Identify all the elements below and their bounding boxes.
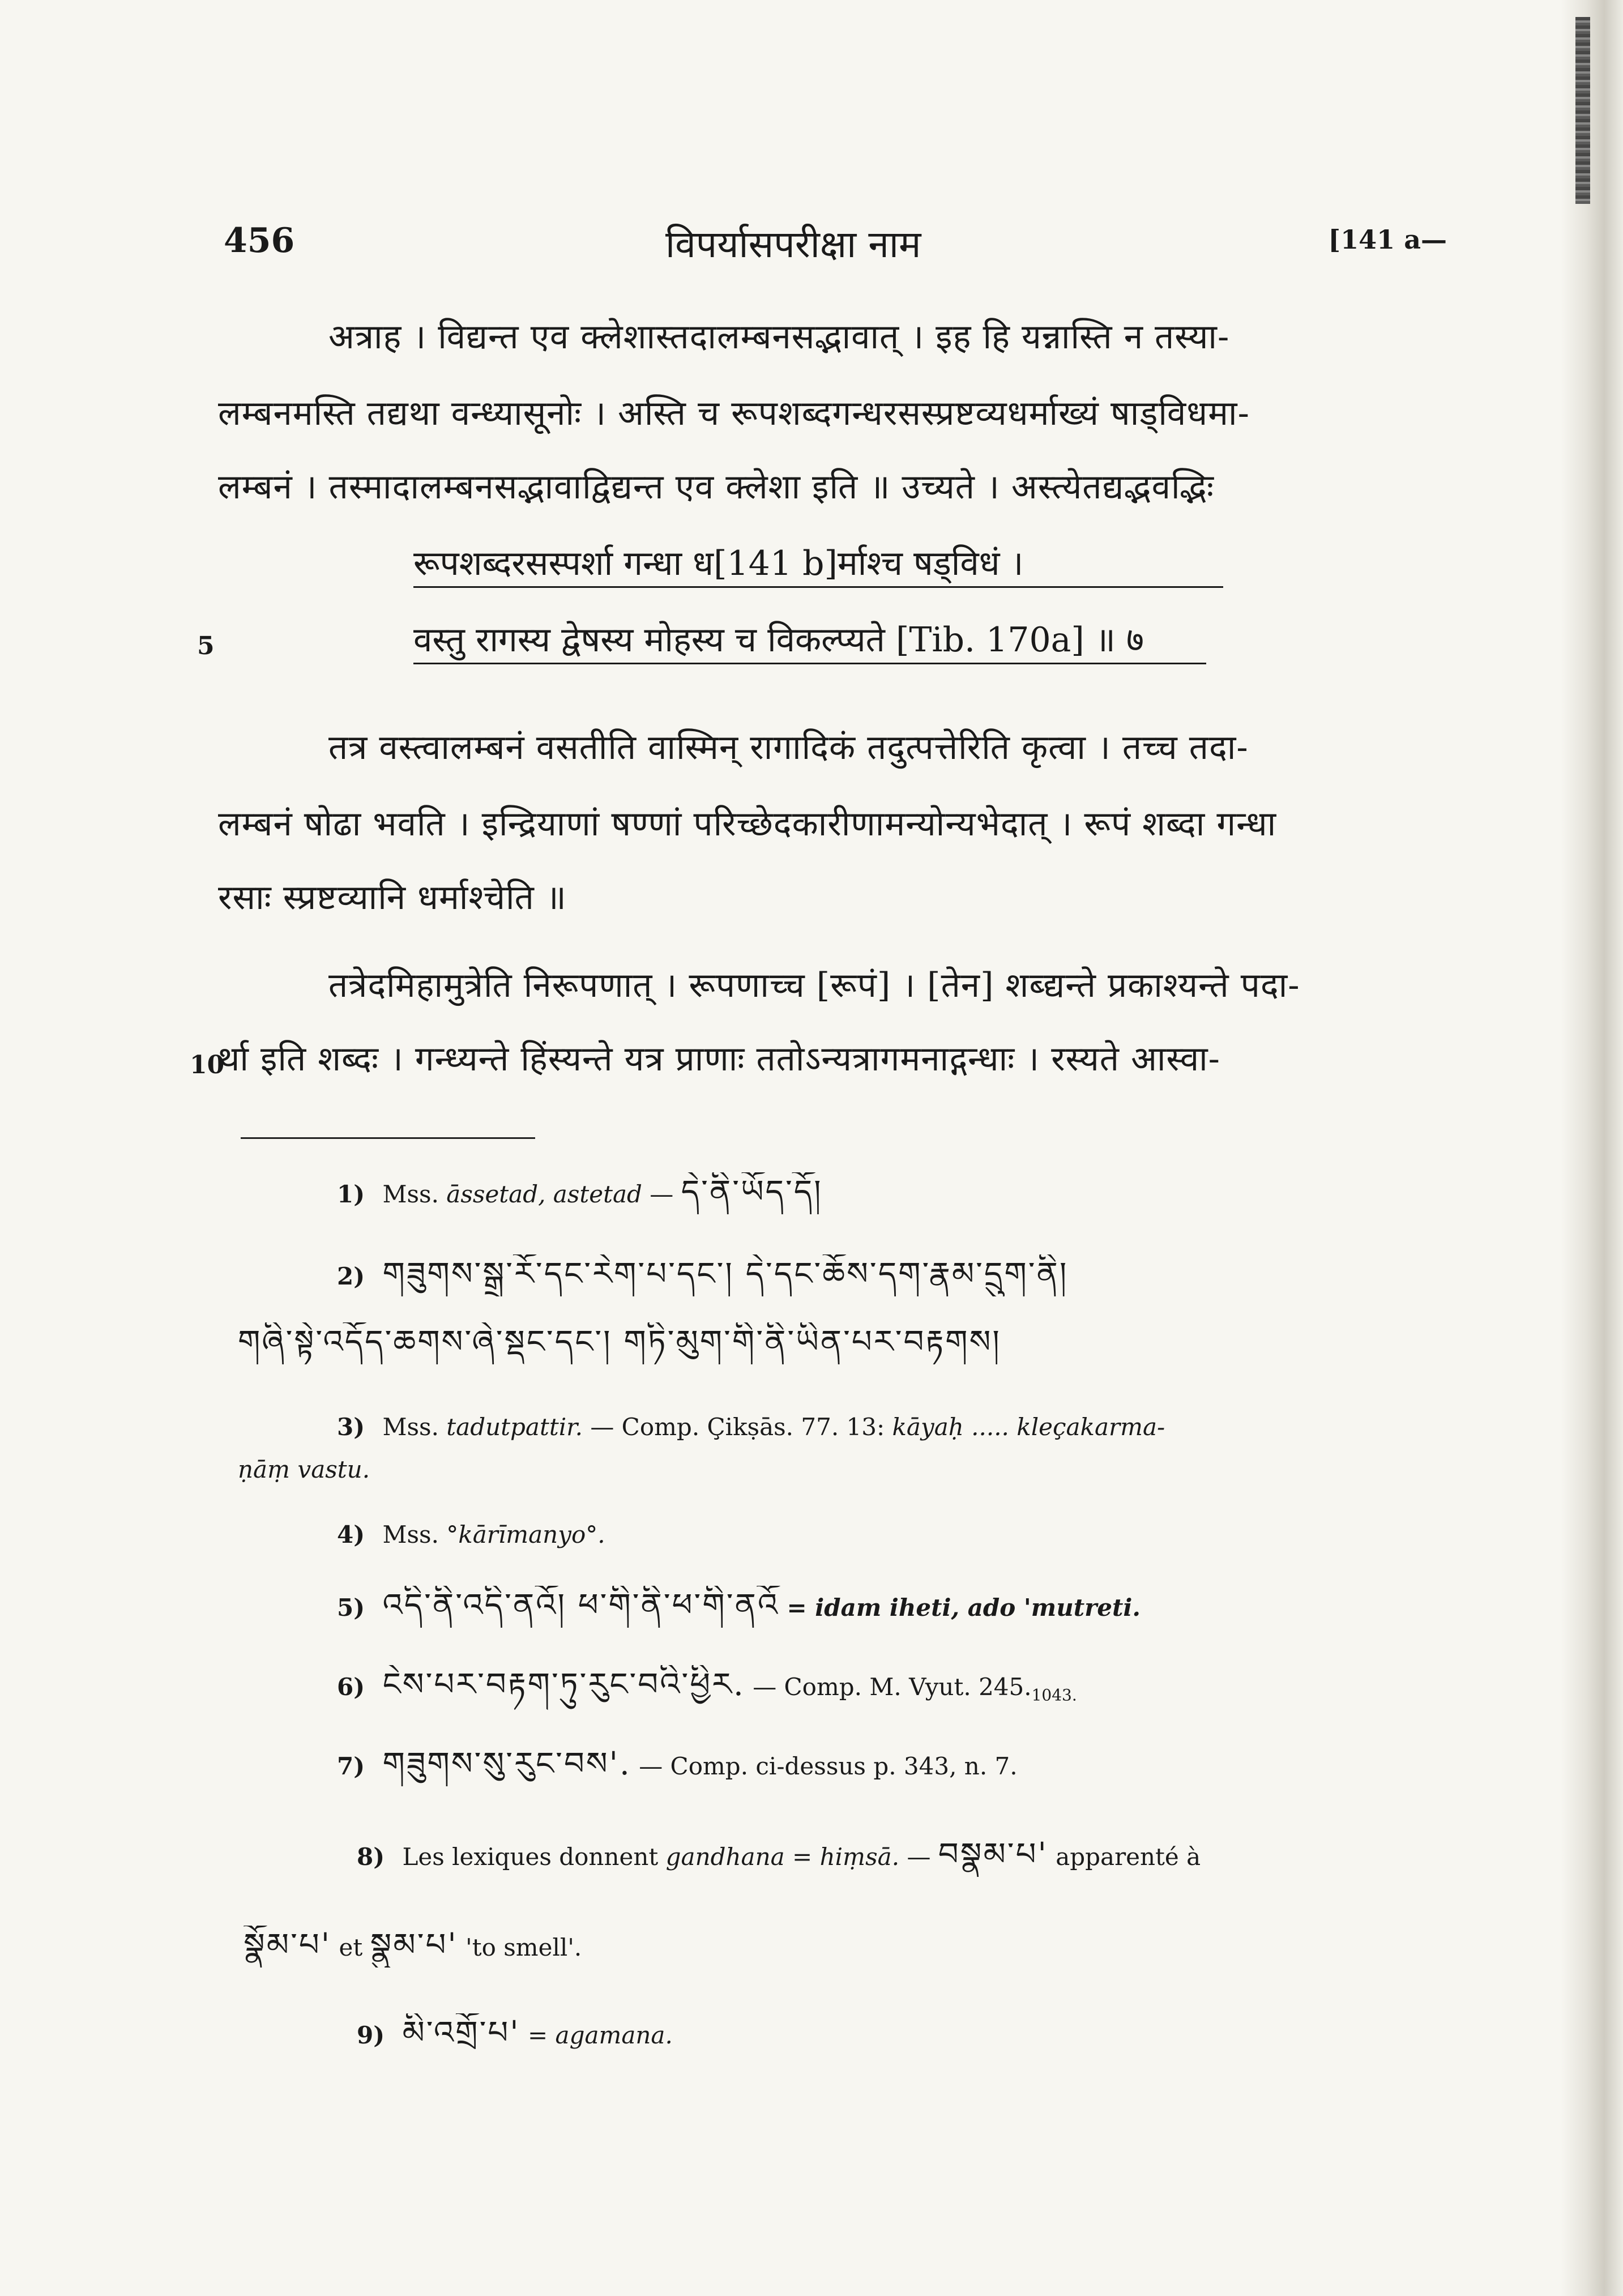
footnote-label: Mss. bbox=[382, 1180, 439, 1208]
footnote-label: Mss. bbox=[382, 1413, 439, 1441]
running-title: विपर्यासपरीक्षा नाम bbox=[665, 223, 921, 266]
footnote-subscript: 1043. bbox=[1031, 1685, 1077, 1705]
footnote-text: — Comp. Çikṣās. 77. 13: bbox=[590, 1413, 885, 1441]
footnote-3-continuation: ṇāṃ vastu. bbox=[238, 1456, 370, 1483]
line-number: 5 bbox=[197, 631, 215, 660]
footnote-text: — Comp. ci-dessus p. 343, n. 7. bbox=[639, 1752, 1018, 1780]
page-header bbox=[224, 221, 1447, 266]
footnote-text: — Comp. M. Vyut. 245. bbox=[753, 1673, 1032, 1701]
footnote-mark: 2) bbox=[337, 1262, 365, 1290]
footnote-mark: 7) bbox=[337, 1752, 365, 1780]
footnote-term: gandhana bbox=[665, 1843, 785, 1871]
folio-reference: [141 a— bbox=[1328, 224, 1447, 255]
footnote-mark: 4) bbox=[337, 1521, 365, 1548]
footnote-reading: tadutpattir. bbox=[446, 1413, 583, 1441]
footnote-gloss: = agamana. bbox=[527, 2021, 673, 2049]
footnote-tibetan: སྣོམ་པ' bbox=[244, 1927, 332, 1964]
scan-edge bbox=[1561, 0, 1623, 2296]
footnote-mark: 1) bbox=[337, 1180, 365, 1208]
footnote-gloss: = idam iheti, ado 'mutreti. bbox=[787, 1594, 1141, 1621]
footnote-mark: 3) bbox=[337, 1413, 365, 1441]
footnote-8-continuation bbox=[244, 1926, 582, 1968]
text-line: अत्राह । विद्यन्त एव क्लेशास्तदालम्बनसद्भावात् । इह हि यन्नास्ति न तस्या- bbox=[328, 317, 1230, 357]
page-number: 456 bbox=[224, 221, 295, 261]
footnote-mark: 6) bbox=[337, 1673, 365, 1701]
footnote-tibetan: འདི་ནི་འདི་ནའོ། ཕ་གི་ནི་ཕ་གི་ནའོ bbox=[382, 1587, 780, 1624]
footnote-separator: — bbox=[650, 1180, 674, 1208]
footnote-tibetan: མི་འགྲོ་པ' bbox=[402, 2015, 520, 2051]
footnote-gloss: 'to smell'. bbox=[465, 1934, 582, 1961]
footnote-rule bbox=[241, 1137, 535, 1139]
footnote-mark: 9) bbox=[357, 2021, 385, 2049]
footnote-9 bbox=[357, 2013, 673, 2055]
footnote-term: hiṃsā. bbox=[819, 1843, 900, 1871]
footnote-label: Mss. bbox=[382, 1521, 439, 1548]
commentary-line: रसाः स्प्रष्टव्यानि धर्माश्चेति ॥ bbox=[218, 878, 567, 917]
footnote-text: apparenté à bbox=[1056, 1843, 1201, 1871]
footnote-tibetan: བསྣམ་པ' bbox=[938, 1836, 1048, 1873]
footnote-7 bbox=[337, 1744, 1018, 1786]
footnote-tibetan: གཞི་སྟེ་འདོད་ཆགས་ཞེ་སྡང་དང་། གཏི་མུག་གི་ནི་ཡིན་པར་བརྟགས། bbox=[238, 1324, 1001, 1360]
footnote-8 bbox=[357, 1835, 1444, 1877]
commentary-line: लम्बनं षोढा भवति । इन्द्रियाणां षण्णां परिच्छेदकारीणामन्योन्यभेदात् । रूपं शब्दा गन्धा bbox=[218, 804, 1277, 844]
footnote-reading: °kārīmanyo°. bbox=[446, 1521, 605, 1548]
footnote-separator: — bbox=[907, 1843, 931, 1871]
footnote-tibetan: སྣུམ་པ' bbox=[370, 1927, 458, 1964]
commentary-line: र्था इति शब्दः । गन्ध्यन्ते हिंस्यन्ते यत्र प्राणाः ततोऽन्यत्रागमनाद्गन्धाः । रस्यते आस्वा- bbox=[218, 1039, 1220, 1079]
footnote-3 bbox=[337, 1407, 1441, 1447]
scan-edge-shadow bbox=[1575, 17, 1590, 204]
footnote-6 bbox=[337, 1665, 1077, 1715]
commentary-line: तत्रेदमिहामुत्रेति निरूपणात् । रूपणाच्च [रूपं] । [तेन] शब्द्यन्ते प्रकाश्यन्ते पदा- bbox=[328, 966, 1300, 1005]
footnote-mark: 5) bbox=[337, 1594, 365, 1621]
footnote-4 bbox=[337, 1515, 605, 1555]
footnote-mark: 8) bbox=[357, 1843, 385, 1871]
footnote-text: Les lexiques donnent bbox=[402, 1843, 659, 1871]
footnote-tibetan: ངེས་པར་བརྟག་ཏུ་རུང་བའི་ཕྱིར. bbox=[382, 1666, 745, 1703]
footnote-1 bbox=[337, 1172, 823, 1214]
footnote-text: et bbox=[339, 1934, 363, 1961]
commentary-line: तत्र वस्त्वालम्बनं वसतीति वास्मिन् रागादिकं तदुत्पत्तेरिति कृत्वा । तच्च तदा- bbox=[328, 728, 1249, 767]
footnote-equals: = bbox=[792, 1843, 813, 1871]
footnote-tibetan: གཟུགས་སུ་རུང་བས'. bbox=[382, 1746, 631, 1782]
text-line: लम्बनं । तस्मादालम्बनसद्भावाद्विद्यन्त एव क्लेशा इति ॥ उच्यते । अस्त्येतद्यद्भवद्भिः bbox=[218, 467, 1214, 507]
footnote-2 bbox=[337, 1254, 1068, 1296]
footnote-tibetan: གཟུགས་སྒྲ་རོ་དང་རེག་པ་དང་། དེ་དང་ཆོས་དག་རྣམ་དྲུག་ནི། bbox=[382, 1256, 1069, 1292]
footnote-5 bbox=[337, 1586, 1141, 1628]
verse-line: रूपशब्दरसस्पर्शा गन्धा ध[141 b]र्माश्च षड्विधं । bbox=[413, 541, 1223, 588]
line-number: 10 bbox=[190, 1051, 225, 1079]
footnote-tibetan: དེ་ནི་ཡོད་དོ། bbox=[681, 1173, 823, 1210]
footnote-reading: āssetad, astetad bbox=[446, 1180, 642, 1208]
footnote-2-continuation bbox=[238, 1322, 1001, 1364]
text-line: लम्बनमस्ति तद्यथा वन्ध्यासूनोः । अस्ति च रूपशब्दगन्धरसस्प्रष्टव्यधर्माख्यं षाड्विधमा- bbox=[218, 394, 1250, 433]
footnote-quote: kāyaḥ ..... kleçakarma- bbox=[892, 1413, 1165, 1441]
verse-line: वस्तु रागस्य द्वेषस्य मोहस्य च विकल्प्यते [Tib. 170a] ॥ ७ bbox=[413, 617, 1206, 664]
